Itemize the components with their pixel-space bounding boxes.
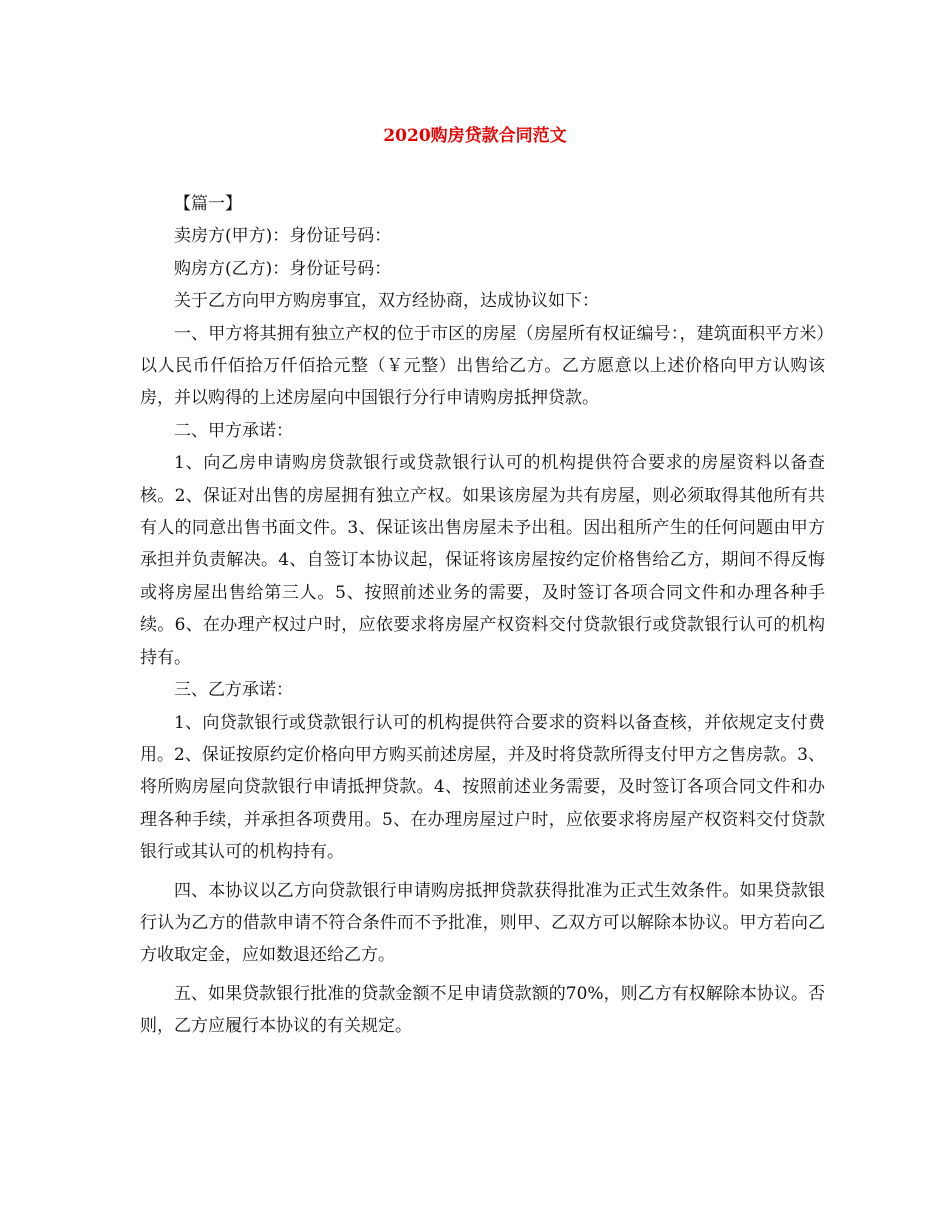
clause-three-heading: 三、乙方承诺： [174,680,293,701]
clause-two-heading: 二、甲方承诺： [174,420,293,441]
seller-line: 卖房方(甲方)：身份证号码： [174,226,392,247]
document-body [140,188,825,1043]
clause-four: 四、本协议以乙方向贷款银行申请购房抵押贷款获得批准为正式生效条件。如果贷款银行认为乙方的借款申请不符合条件而不予批准，则甲、乙双方可以解除本协议。甲方若向乙方收取定金，应如数退还给乙方。 [140,880,825,966]
document-title: 2020购房贷款合同范文 [383,126,567,146]
intro-paragraph: 关于乙方向甲方购房事宜，双方经协商，达成协议如下： [174,291,599,312]
clause-one: 一、甲方将其拥有独立产权的位于市区的房屋（房屋所有权证编号：，建筑面积平方米）以人民币仟佰拾万仟佰拾元整（￥元整）出售给乙方。乙方愿意以上述价格向甲方认购该房，并以购得的上述房屋向中国银行分行申请购房抵押贷款。 [140,323,825,409]
clause-three-body: 1、向贷款银行或贷款银行认可的机构提供符合要求的资料以备查核，并依规定支付费用。2、保证按原约定价格向甲方购买前述房屋，并及时将贷款所得支付甲方之售房款。3、将所购房屋向贷款银行申请抵押贷款。4、按照前述业务需要，及时签订各项合同文件和办理各种手续，并承担各项费用。5、在办理房屋过户时，应依要求将房屋产权资料交付贷款银行或其认可的机构持有。 [140,712,825,863]
clause-five: 五、如果贷款银行批准的贷款金额不足申请贷款额的70%，则乙方有权解除本协议。否则，乙方应履行本协议的有关规定。 [140,983,825,1037]
clause-two-body: 1、向乙房申请购房贷款银行或贷款银行认可的机构提供符合要求的房屋资料以备查核。2、保证对出售的房屋拥有独立产权。如果该房屋为共有房屋，则必须取得其他所有共有人的同意出售书面文件。3、保证该出售房屋未予出租。因出租所产生的任何问题由甲方承担并负责解决。4、自签订本协议起，保证将该房屋按约定价格售给乙方，期间不得反悔或将房屋出售给第三人。5、按照前述业务的需要，及时签订各项合同文件和办理各种手续。6、在办理产权过户时，应依要求将房屋产权资料交付贷款银行或贷款银行认可的机构持有。 [140,453,825,668]
buyer-line: 购房方(乙方)：身份证号码： [174,258,392,279]
section-heading: 【篇一】 [174,194,242,214]
